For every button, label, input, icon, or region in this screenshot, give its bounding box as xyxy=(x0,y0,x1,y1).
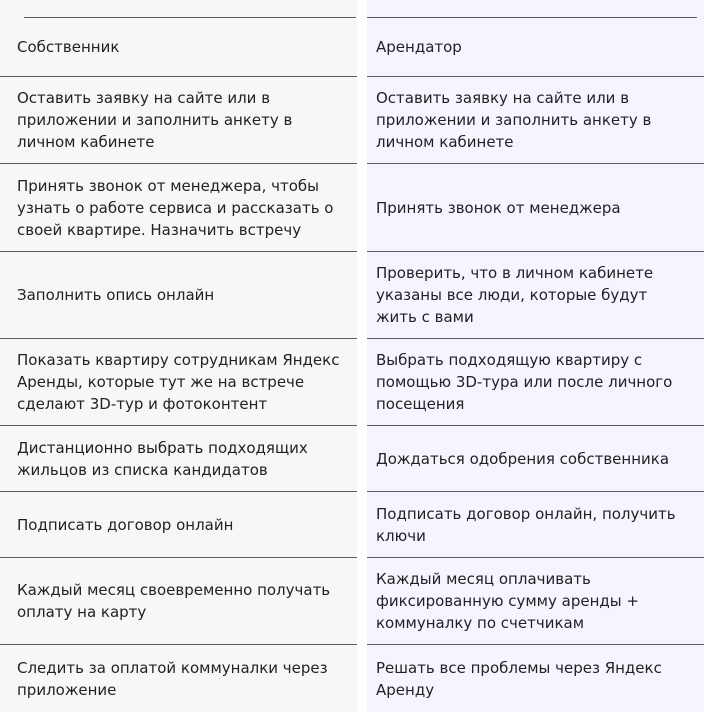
owner-step: Каждый месяц своевременно получать оплату на карту xyxy=(17,581,331,621)
owner-header: Собственник xyxy=(17,38,120,56)
owner-top-divider xyxy=(24,17,356,18)
tenant-header-cell xyxy=(367,18,704,77)
owner-step-cell xyxy=(0,645,357,712)
tenant-step: Принять звонок от менеджера xyxy=(376,198,621,217)
owner-header-cell xyxy=(0,18,357,77)
tenant-step-cell xyxy=(367,492,704,558)
owner-step-cell xyxy=(0,339,357,426)
owner-column xyxy=(0,0,357,712)
tenant-step-cell xyxy=(367,164,704,252)
owner-step: Дистанционно выбрать подходящих жильцов из списка кандидатов xyxy=(17,438,308,479)
tenant-step-cell xyxy=(367,77,704,164)
tenant-step: Дождаться одобрения собственника xyxy=(376,449,670,468)
owner-step-cell xyxy=(0,558,357,645)
owner-step: Оставить заявку на сайте или в приложении и заполнить анкету в личном кабинете xyxy=(17,89,293,151)
tenant-step: Решать все проблемы через Яндекс Аренду xyxy=(376,658,662,699)
tenant-step-cell xyxy=(367,645,704,712)
owner-step-cell xyxy=(0,426,357,492)
owner-step: Принять звонок от менеджера, чтобы узнать о работе сервиса и рассказать о своей квартире. Назначить встречу xyxy=(17,176,334,239)
owner-step: Следить за оплатой коммуналки через приложение xyxy=(17,658,328,699)
tenant-column xyxy=(367,0,704,712)
tenant-step-cell xyxy=(367,426,704,492)
owner-step: Показать квартиру сотрудникам Яндекс Аренды, которые тут же на встрече сделают 3D-тур и фотоконтент xyxy=(17,351,340,413)
owner-step: Подписать договор онлайн xyxy=(17,515,234,534)
owner-step-cell xyxy=(0,77,357,164)
tenant-step: Каждый месяц оплачивать фиксированную сумму аренды + коммуналку по счетчикам xyxy=(376,570,639,632)
owner-step-cell xyxy=(0,164,357,252)
owner-step-cell xyxy=(0,252,357,339)
tenant-step: Подписать договор онлайн, получить ключи xyxy=(376,504,676,545)
tenant-step: Оставить заявку на сайте или в приложении и заполнить анкету в личном кабинете xyxy=(376,89,652,151)
tenant-header: Арендатор xyxy=(376,38,462,56)
tenant-step: Проверить, что в личном кабинете указаны все люди, которые будут жить с вами xyxy=(376,264,654,326)
tenant-step-cell xyxy=(367,339,704,426)
tenant-step: Выбрать подходящую квартиру с помощью 3D-тура или после личного посещения xyxy=(376,351,673,413)
owner-step-cell xyxy=(0,492,357,558)
tenant-top-divider xyxy=(367,17,697,18)
owner-step: Заполнить опись онлайн xyxy=(17,286,215,304)
tenant-step-cell xyxy=(367,558,704,645)
tenant-step-cell xyxy=(367,252,704,339)
